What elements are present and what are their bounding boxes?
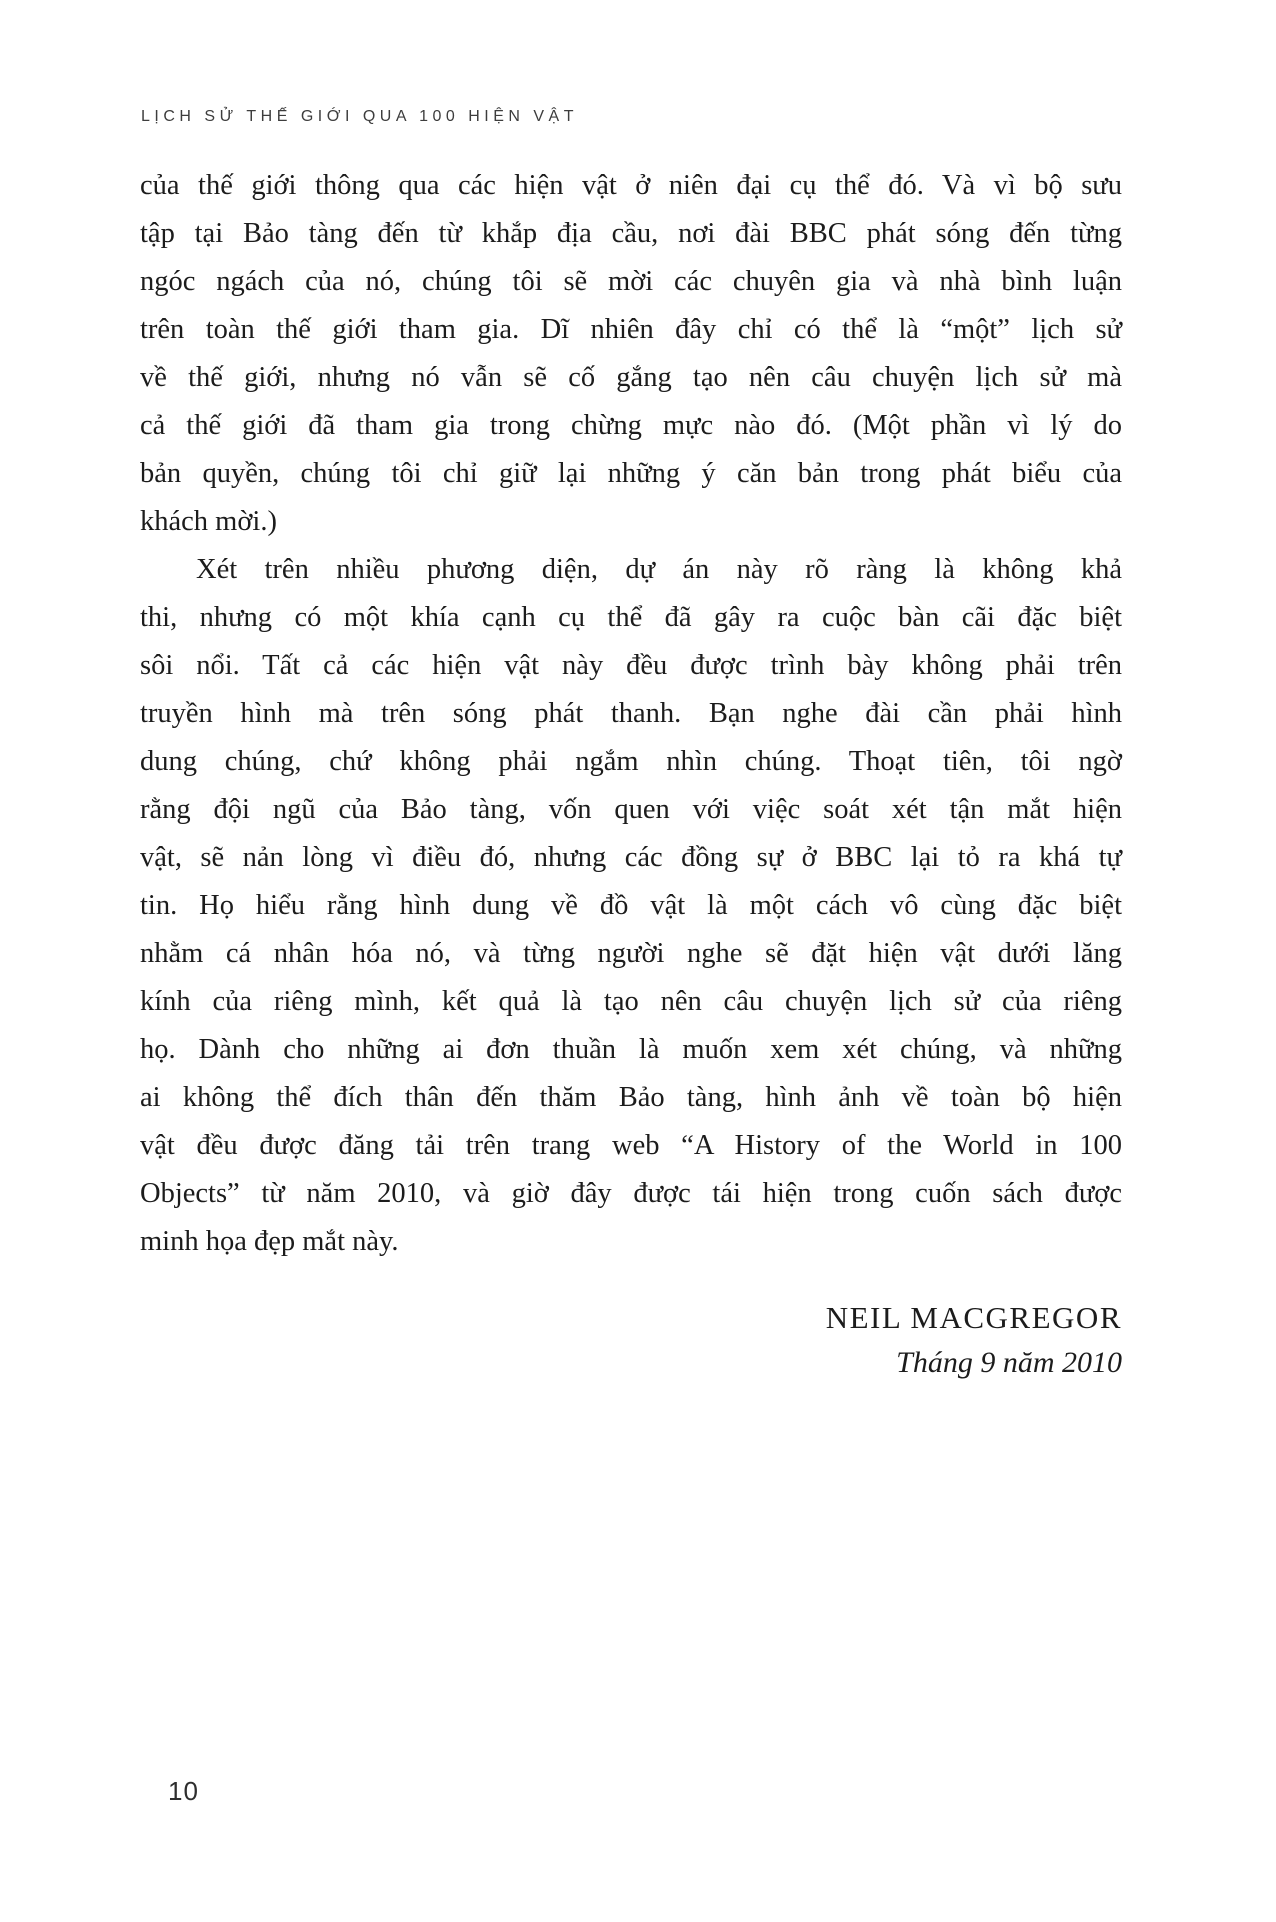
text-line: nhằm cá nhân hóa nó, và từng người nghe sẽ đặt hiện vật dưới lăng — [140, 938, 1122, 969]
text-line: kính của riêng mình, kết quả là tạo nên câu chuyện lịch sử của riêng — [140, 986, 1122, 1017]
text-line: vật đều được đăng tải trên trang web “A History of the World in 100 — [140, 1130, 1122, 1161]
text-line: minh họa đẹp mắt này. — [140, 1226, 399, 1257]
text-line: ngóc ngách của nó, chúng tôi sẽ mời các chuyên gia và nhà bình luận — [140, 266, 1122, 297]
text-line: họ. Dành cho những ai đơn thuần là muốn xem xét chúng, và những — [140, 1034, 1122, 1065]
paragraph — [140, 162, 1122, 546]
text-line: về thế giới, nhưng nó vẫn sẽ cố gắng tạo nên câu chuyện lịch sử mà — [140, 362, 1122, 393]
signature-name: NEIL MACGREGOR — [825, 1300, 1122, 1335]
text-line: của thế giới thông qua các hiện vật ở niên đại cụ thể đó. Và vì bộ sưu — [140, 170, 1122, 201]
text-line: trên toàn thế giới tham gia. Dĩ nhiên đây chỉ có thể là “một” lịch sử — [140, 314, 1122, 345]
text-line: truyền hình mà trên sóng phát thanh. Bạn nghe đài cần phải hình — [140, 698, 1122, 729]
signature-block — [140, 1296, 1122, 1386]
text-line: tập tại Bảo tàng đến từ khắp địa cầu, nơi đài BBC phát sóng đến từng — [140, 218, 1122, 249]
paragraph — [140, 546, 1122, 1266]
body-text — [140, 162, 1122, 1266]
text-line: Xét trên nhiều phương diện, dự án này rõ ràng là không khả — [196, 554, 1122, 585]
text-line: khách mời.) — [140, 506, 277, 537]
signature-date: Tháng 9 năm 2010 — [896, 1346, 1122, 1379]
text-line: bản quyền, chúng tôi chỉ giữ lại những ý căn bản trong phát biểu của — [140, 458, 1122, 489]
text-line: thi, nhưng có một khía cạnh cụ thể đã gây ra cuộc bàn cãi đặc biệt — [140, 602, 1122, 633]
text-line: cả thế giới đã tham gia trong chừng mực nào đó. (Một phần vì lý do — [140, 410, 1122, 441]
text-line: rằng đội ngũ của Bảo tàng, vốn quen với việc soát xét tận mắt hiện — [140, 794, 1122, 825]
text-line: sôi nổi. Tất cả các hiện vật này đều được trình bày không phải trên — [140, 650, 1122, 681]
running-header: LỊCH SỬ THẾ GIỚI QUA 100 HIỆN VẬT — [141, 108, 578, 125]
text-line: Objects” từ năm 2010, và giờ đây được tái hiện trong cuốn sách được — [140, 1178, 1122, 1209]
text-line: dung chúng, chứ không phải ngắm nhìn chúng. Thoạt tiên, tôi ngờ — [140, 746, 1122, 777]
text-line: ai không thể đích thân đến thăm Bảo tàng, hình ảnh về toàn bộ hiện — [140, 1082, 1122, 1113]
page-number: 10 — [168, 1776, 199, 1806]
text-line: vật, sẽ nản lòng vì điều đó, nhưng các đồng sự ở BBC lại tỏ ra khá tự — [140, 842, 1122, 873]
text-line: tin. Họ hiểu rằng hình dung về đồ vật là một cách vô cùng đặc biệt — [140, 890, 1122, 921]
